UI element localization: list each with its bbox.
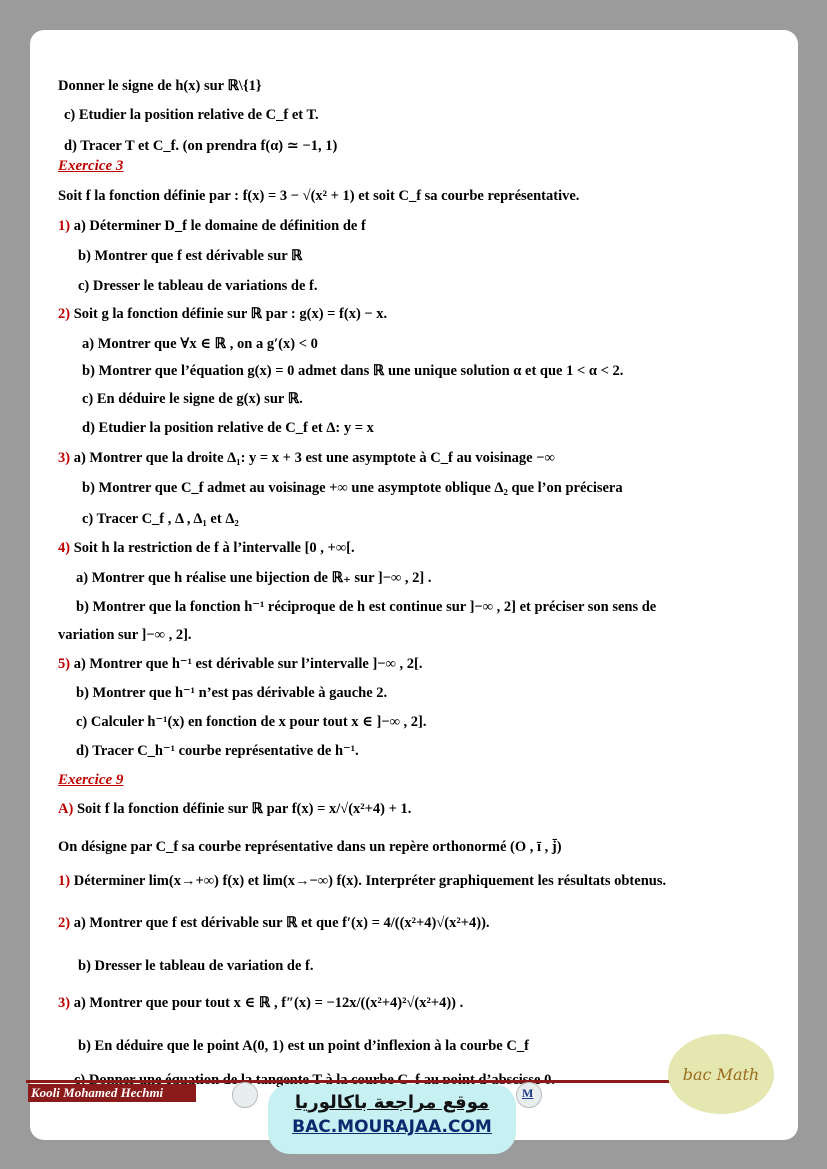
text-line: c) Etudier la position relative de C_f et T. [64, 107, 319, 123]
text-line: 2) Soit g la fonction définie sur ℝ par : g(x) = f(x) − x. [58, 306, 388, 322]
text-line: A) Soit f la fonction définie sur ℝ par f(x) = x/√(x²+4) + 1. [58, 801, 412, 817]
document-page [30, 30, 798, 1140]
text-line: b) Montrer que h⁻¹ n’est pas dérivable à gauche 2. [76, 685, 388, 701]
text-line: a) Montrer que ∀x ∈ ℝ , on a g′(x) < 0 [82, 336, 318, 352]
text-line: b) Dresser le tableau de variation de f. [78, 958, 314, 974]
text-line: variation sur ]−∞ , 2]. [58, 627, 192, 643]
banner-url-link[interactable]: BAC.MOURAJAA.COM [292, 1117, 492, 1137]
school-logo-icon [232, 1082, 258, 1108]
text-line: 5) a) Montrer que h⁻¹ est dérivable sur l’intervalle ]−∞ , 2[. [58, 656, 423, 672]
text-line: d) Tracer C_h⁻¹ courbe représentative de h⁻¹. [76, 743, 359, 759]
text-line: b) En déduire que le point A(0, 1) est un point d’inflexion à la courbe C_f [78, 1038, 529, 1054]
text-line: 3) a) Montrer que pour tout x ∈ ℝ , f″(x) = −12x/((x²+4)²√(x²+4)) . [58, 995, 464, 1011]
footer-divider [26, 1080, 696, 1083]
text-line: Soit f la fonction définie par : f(x) = 3 − √(x² + 1) et soit C_f sa courbe représentative. [58, 188, 580, 204]
bac-math-logo: bac Math [668, 1034, 774, 1114]
text-line: Donner le signe de h(x) sur ℝ\{1} [58, 78, 262, 94]
section-heading: Exercice 9 [58, 772, 124, 788]
text-line: On désigne par C_f sa courbe représentative dans un repère orthonormé (O , ī , j̄) [58, 839, 562, 855]
site-banner[interactable] [268, 1084, 516, 1154]
text-line: b) Montrer que C_f admet au voisinage +∞ une asymptote oblique Δ₂ que l’on précisera [82, 480, 623, 496]
text-line: d) Tracer T et C_f. (on prendra f(α) ≃ −1, 1) [64, 138, 338, 154]
text-line: c) En déduire le signe de g(x) sur ℝ. [82, 391, 303, 407]
section-heading: Exercice 3 [58, 158, 124, 174]
text-line: 4) Soit h la restriction de f à l’intervalle [0 , +∞[. [58, 540, 355, 556]
text-line: 1) a) Déterminer D_f le domaine de définition de f [58, 218, 366, 234]
text-line: 1) Déterminer lim(x→+∞) f(x) et lim(x→−∞) f(x). Interpréter graphiquement les résultats obtenus. [58, 873, 667, 889]
footer-email[interactable]: M [522, 1086, 534, 1100]
text-line: d) Etudier la position relative de C_f et Δ: y = x [82, 420, 374, 436]
footer-author: Kooli Mohamed Hechmi [28, 1084, 196, 1102]
text-line: c) Dresser le tableau de variations de f. [78, 278, 318, 294]
text-line: 3) a) Montrer que la droite Δ₁: y = x + 3 est une asymptote à C_f au voisinage −∞ [58, 450, 555, 466]
text-line: c) Tracer C_f , Δ , Δ₁ et Δ₂ [82, 511, 239, 527]
text-line: b) Montrer que l’équation g(x) = 0 admet dans ℝ une unique solution α et que 1 < α < 2. [82, 363, 624, 379]
text-line: a) Montrer que h réalise une bijection de ℝ₊ sur ]−∞ , 2] . [76, 570, 432, 586]
text-line: b) Montrer que f est dérivable sur ℝ [78, 248, 303, 264]
text-line: 2) a) Montrer que f est dérivable sur ℝ et que f′(x) = 4/((x²+4)√(x²+4)). [58, 915, 490, 931]
text-line: c) Calculer h⁻¹(x) en fonction de x pour tout x ∈ ]−∞ , 2]. [76, 714, 427, 730]
text-line: b) Montrer que la fonction h⁻¹ réciproque de h est continue sur ]−∞ , 2] et préciser son sens de [76, 599, 657, 615]
banner-arabic-title: موقع مراجعة باكالوريا [294, 1092, 490, 1113]
